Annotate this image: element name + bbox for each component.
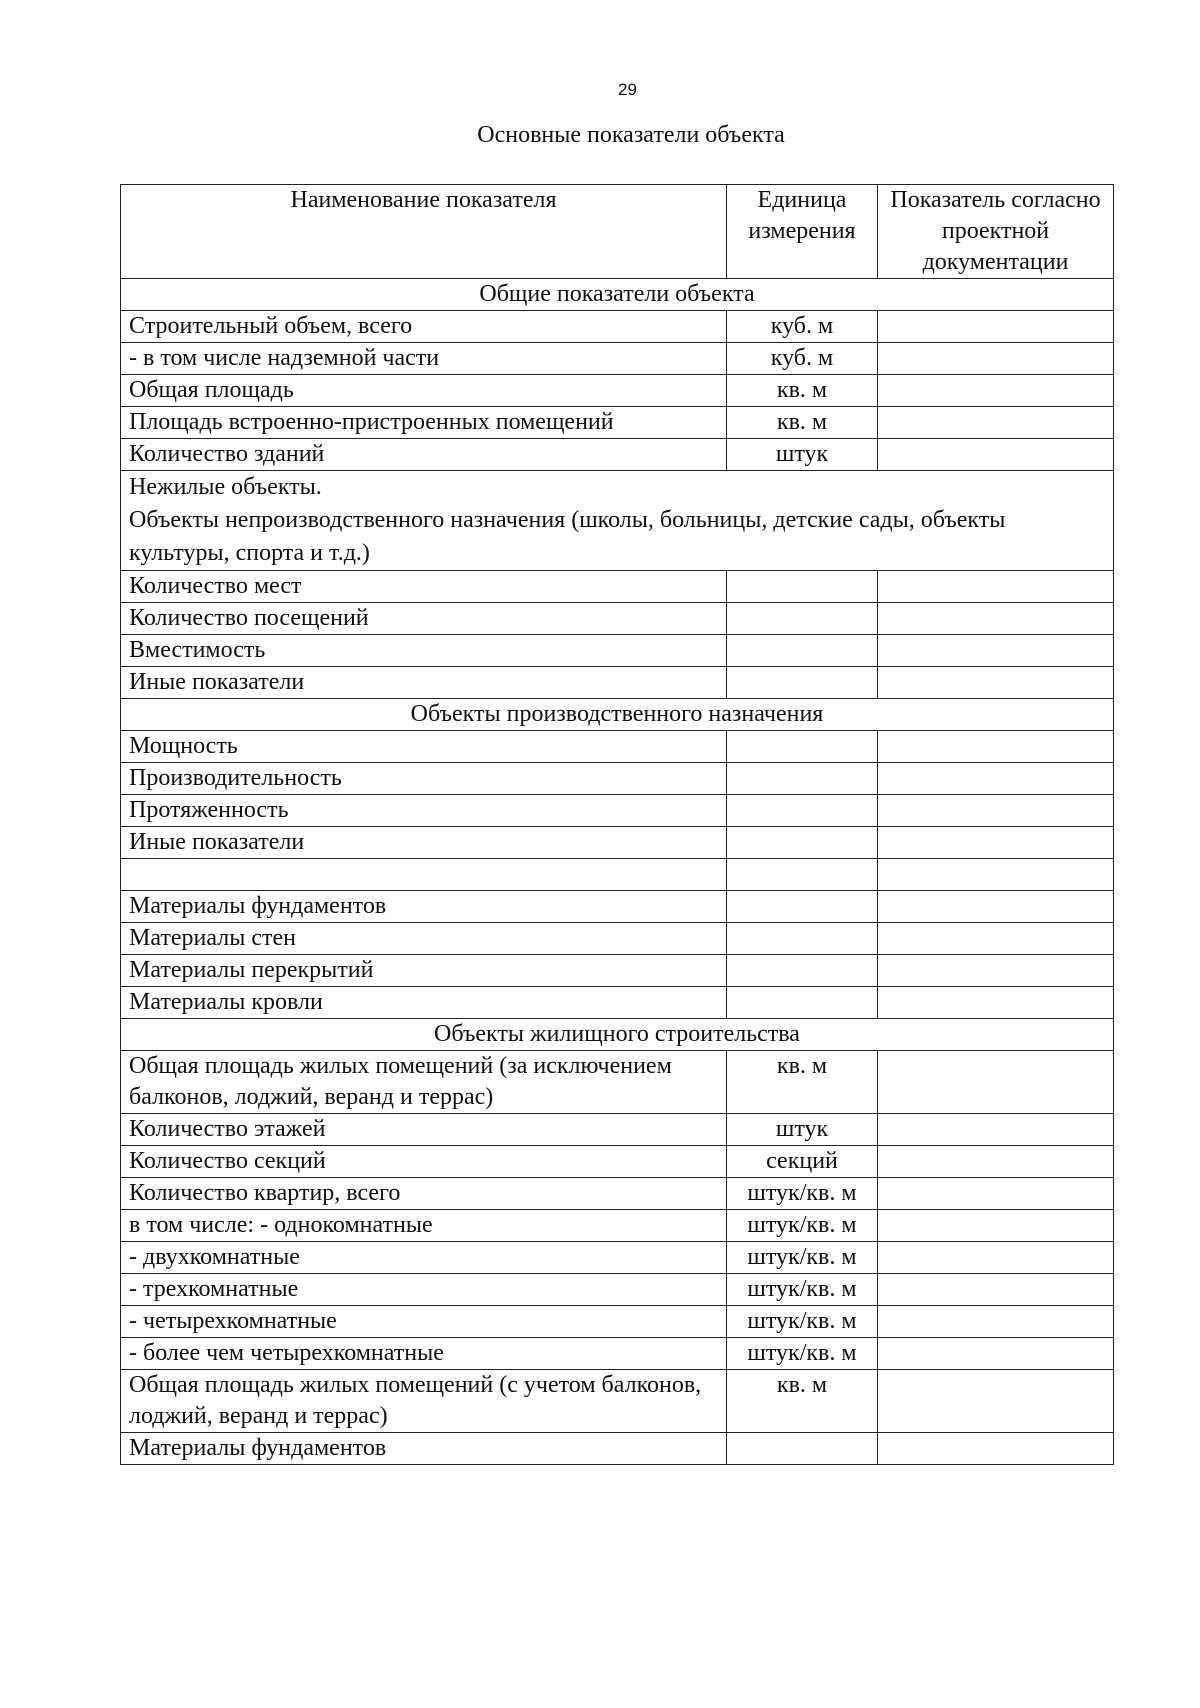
indicator-name: Общая площадь: [121, 375, 727, 407]
indicator-value: [878, 987, 1114, 1019]
document-title: Основные показатели объекта: [477, 122, 785, 148]
indicator-value: [878, 955, 1114, 987]
indicator-name: Мощность: [121, 731, 727, 763]
indicator-name: Количество мест: [121, 571, 727, 603]
indicator-unit: штук/кв. м: [727, 1178, 878, 1210]
indicator-unit: [727, 667, 878, 699]
header-value: Показатель согласно проектной документации: [878, 185, 1114, 279]
indicators-table-body: [121, 185, 1114, 1465]
indicator-unit: кв. м: [727, 407, 878, 439]
indicator-unit: [727, 635, 878, 667]
indicator-value: [878, 1433, 1114, 1465]
indicator-name: Протяженность: [121, 795, 727, 827]
indicator-name: Материалы стен: [121, 923, 727, 955]
indicator-unit: кв. м: [727, 1051, 878, 1114]
indicator-unit: штук/кв. м: [727, 1306, 878, 1338]
indicator-name: Иные показатели: [121, 827, 727, 859]
indicator-value: [878, 1210, 1114, 1242]
header-unit: Единица измерения: [727, 185, 878, 279]
indicator-unit: кв. м: [727, 1370, 878, 1433]
table-row: [121, 827, 1114, 859]
indicator-unit: [727, 859, 878, 891]
indicator-value: [878, 923, 1114, 955]
indicator-value: [878, 375, 1114, 407]
indicator-name: Общая площадь жилых помещений (за исключением балконов, лоджий, веранд и террас): [121, 1051, 727, 1114]
indicator-value: [878, 603, 1114, 635]
indicator-value: [878, 1178, 1114, 1210]
section-title: Объекты жилищного строительства: [121, 1019, 1114, 1051]
table-row: [121, 987, 1114, 1019]
table-row: [121, 343, 1114, 375]
indicator-unit: штук/кв. м: [727, 1210, 878, 1242]
indicator-value: [878, 439, 1114, 471]
full-width-cell: [121, 471, 1114, 571]
indicator-value: [878, 1338, 1114, 1370]
indicator-unit: кв. м: [727, 375, 878, 407]
table-row: [121, 1114, 1114, 1146]
indicator-name: Количество этажей: [121, 1114, 727, 1146]
indicator-value: [878, 827, 1114, 859]
indicator-value: [878, 1242, 1114, 1274]
indicator-unit: секций: [727, 1146, 878, 1178]
indicator-name: - четырехкомнатные: [121, 1306, 727, 1338]
section-row: [121, 699, 1114, 731]
indicator-name: - трехкомнатные: [121, 1274, 727, 1306]
indicator-unit: [727, 923, 878, 955]
indicator-unit: штук: [727, 1114, 878, 1146]
indicator-name: Количество зданий: [121, 439, 727, 471]
header-name: Наименование показателя: [121, 185, 727, 279]
full-width-line: Нежилые объекты.: [129, 474, 322, 500]
section-title: Объекты производственного назначения: [121, 699, 1114, 731]
table-row: [121, 635, 1114, 667]
indicator-value: [878, 1051, 1114, 1114]
table-row: [121, 955, 1114, 987]
indicator-name: Материалы кровли: [121, 987, 727, 1019]
indicator-unit: [727, 987, 878, 1019]
indicator-unit: [727, 731, 878, 763]
indicator-value: [878, 343, 1114, 375]
table-row: [121, 731, 1114, 763]
indicator-value: [878, 571, 1114, 603]
indicator-value: [878, 795, 1114, 827]
indicator-name: Иные показатели: [121, 667, 727, 699]
indicator-name: - более чем четырехкомнатные: [121, 1338, 727, 1370]
table-row: [121, 1178, 1114, 1210]
indicator-unit: [727, 571, 878, 603]
table-row: [121, 795, 1114, 827]
indicator-unit: [727, 955, 878, 987]
indicator-value: [878, 635, 1114, 667]
indicator-unit: штук/кв. м: [727, 1242, 878, 1274]
indicator-unit: [727, 603, 878, 635]
table-row: [121, 1433, 1114, 1465]
indicator-value: [878, 1306, 1114, 1338]
indicator-unit: [727, 1433, 878, 1465]
table-row: [121, 923, 1114, 955]
indicator-name: [121, 859, 727, 891]
table-row: [121, 571, 1114, 603]
table-row: [121, 859, 1114, 891]
indicator-value: [878, 763, 1114, 795]
table-row: [121, 407, 1114, 439]
indicator-name: Материалы фундаментов: [121, 1433, 727, 1465]
indicator-unit: [727, 763, 878, 795]
full-width-line: Объекты непроизводственного назначения (школы, больницы, детские сады, объекты культуры, спорта и т.д.): [129, 507, 1006, 566]
indicator-name: Количество квартир, всего: [121, 1178, 727, 1210]
table-row: [121, 1338, 1114, 1370]
section-row: [121, 279, 1114, 311]
indicator-name: Строительный объем, всего: [121, 311, 727, 343]
indicator-unit: [727, 891, 878, 923]
indicator-name: Материалы фундаментов: [121, 891, 727, 923]
table-row: [121, 1242, 1114, 1274]
indicator-value: [878, 407, 1114, 439]
table-row: [121, 1146, 1114, 1178]
indicator-unit: штук: [727, 439, 878, 471]
table-row: [121, 1274, 1114, 1306]
indicator-value: [878, 1114, 1114, 1146]
page-number: 29: [618, 80, 637, 99]
indicator-name: Общая площадь жилых помещений (с учетом балконов, лоджий, веранд и террас): [121, 1370, 727, 1433]
indicator-value: [878, 1146, 1114, 1178]
indicator-value: [878, 859, 1114, 891]
section-title: Общие показатели объекта: [121, 279, 1114, 311]
indicator-unit: куб. м: [727, 343, 878, 375]
indicator-name: Количество секций: [121, 1146, 727, 1178]
indicator-value: [878, 731, 1114, 763]
indicator-unit: штук/кв. м: [727, 1338, 878, 1370]
table-row: [121, 439, 1114, 471]
table-row: [121, 311, 1114, 343]
indicator-unit: [727, 795, 878, 827]
indicator-name: в том числе: - однокомнатные: [121, 1210, 727, 1242]
indicators-table: [120, 184, 1114, 1465]
table-row: [121, 603, 1114, 635]
table-row: [121, 1370, 1114, 1433]
indicator-value: [878, 667, 1114, 699]
table-row: [121, 1306, 1114, 1338]
table-row: [121, 1051, 1114, 1114]
table-row: [121, 763, 1114, 795]
indicator-name: Площадь встроенно-пристроенных помещений: [121, 407, 727, 439]
indicator-name: Вместимость: [121, 635, 727, 667]
indicator-name: Материалы перекрытий: [121, 955, 727, 987]
indicator-value: [878, 891, 1114, 923]
full-width-row: [121, 471, 1114, 571]
indicator-value: [878, 1274, 1114, 1306]
header-row: [121, 185, 1114, 279]
section-row: [121, 1019, 1114, 1051]
table-row: [121, 891, 1114, 923]
indicator-unit: штук/кв. м: [727, 1274, 878, 1306]
table-row: [121, 375, 1114, 407]
indicator-name: - двухкомнатные: [121, 1242, 727, 1274]
indicator-name: Количество посещений: [121, 603, 727, 635]
indicator-unit: [727, 827, 878, 859]
table-row: [121, 1210, 1114, 1242]
indicator-unit: куб. м: [727, 311, 878, 343]
indicator-value: [878, 1370, 1114, 1433]
indicator-value: [878, 311, 1114, 343]
indicator-name: - в том числе надземной части: [121, 343, 727, 375]
indicator-name: Производительность: [121, 763, 727, 795]
table-row: [121, 667, 1114, 699]
